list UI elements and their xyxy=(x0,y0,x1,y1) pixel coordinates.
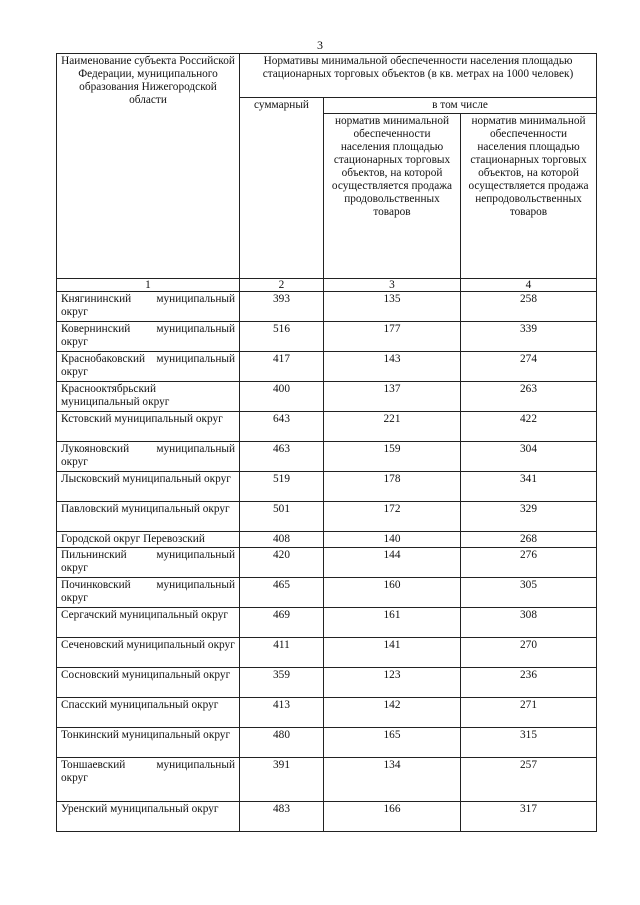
municipality-name: Сосновский муниципальный округ xyxy=(57,668,240,698)
header-food: норматив минимальной обеспеченности населения площадью стационарных торговых объектов, на которой осуществляется продажа продовольственных товаров xyxy=(324,114,461,279)
nonfood-value: 315 xyxy=(461,728,597,758)
nonfood-value: 341 xyxy=(461,472,597,502)
food-value: 178 xyxy=(324,472,461,502)
food-value: 144 xyxy=(324,548,461,578)
food-value: 177 xyxy=(324,322,461,352)
food-value: 123 xyxy=(324,668,461,698)
municipality-name: Краснооктябрьский муниципальный округ xyxy=(57,382,240,412)
column-number: 4 xyxy=(461,279,597,292)
municipality-name: Сеченовский муниципальный округ xyxy=(57,638,240,668)
column-number-row xyxy=(57,279,597,292)
nonfood-value: 257 xyxy=(461,758,597,802)
food-value: 160 xyxy=(324,578,461,608)
nonfood-value: 339 xyxy=(461,322,597,352)
food-value: 140 xyxy=(324,532,461,548)
total-value: 465 xyxy=(240,578,324,608)
table-row xyxy=(57,472,597,502)
table-row xyxy=(57,502,597,532)
column-number: 3 xyxy=(324,279,461,292)
municipality-name: Кстовский муниципальный округ xyxy=(57,412,240,442)
total-value: 359 xyxy=(240,668,324,698)
municipality-name: Спасский муниципальный округ xyxy=(57,698,240,728)
nonfood-value: 271 xyxy=(461,698,597,728)
nonfood-value: 258 xyxy=(461,292,597,322)
food-value: 159 xyxy=(324,442,461,472)
table-row xyxy=(57,698,597,728)
total-value: 393 xyxy=(240,292,324,322)
total-value: 417 xyxy=(240,352,324,382)
total-value: 519 xyxy=(240,472,324,502)
total-value: 408 xyxy=(240,532,324,548)
nonfood-value: 304 xyxy=(461,442,597,472)
food-value: 166 xyxy=(324,802,461,832)
municipality-name: Княгининский муниципальный округ xyxy=(57,292,240,322)
total-value: 643 xyxy=(240,412,324,442)
column-number: 1 xyxy=(57,279,240,292)
table-row xyxy=(57,802,597,832)
food-value: 221 xyxy=(324,412,461,442)
header-nonfood: норматив минимальной обеспеченности населения площадью стационарных торговых объектов, на которой осуществляется продажа непродовольственных товаров xyxy=(461,114,597,279)
municipality-name: Лукояновский муниципальный округ xyxy=(57,442,240,472)
table-row xyxy=(57,638,597,668)
municipality-name: Ковернинский муниципальный округ xyxy=(57,322,240,352)
nonfood-value: 308 xyxy=(461,608,597,638)
total-value: 420 xyxy=(240,548,324,578)
table-row xyxy=(57,728,597,758)
total-value: 480 xyxy=(240,728,324,758)
header-total: суммарный xyxy=(240,98,324,279)
food-value: 134 xyxy=(324,758,461,802)
food-value: 141 xyxy=(324,638,461,668)
nonfood-value: 305 xyxy=(461,578,597,608)
total-value: 469 xyxy=(240,608,324,638)
total-value: 483 xyxy=(240,802,324,832)
nonfood-value: 263 xyxy=(461,382,597,412)
food-value: 142 xyxy=(324,698,461,728)
food-value: 172 xyxy=(324,502,461,532)
table-row xyxy=(57,548,597,578)
table-row xyxy=(57,578,597,608)
nonfood-value: 317 xyxy=(461,802,597,832)
municipality-name: Пильнинский муниципальный округ xyxy=(57,548,240,578)
food-value: 137 xyxy=(324,382,461,412)
table-row xyxy=(57,442,597,472)
food-value: 165 xyxy=(324,728,461,758)
total-value: 413 xyxy=(240,698,324,728)
table-row xyxy=(57,532,597,548)
total-value: 411 xyxy=(240,638,324,668)
total-value: 463 xyxy=(240,442,324,472)
municipality-name: Тонкинский муниципальный округ xyxy=(57,728,240,758)
nonfood-value: 268 xyxy=(461,532,597,548)
municipality-name: Лысковский муниципальный округ xyxy=(57,472,240,502)
municipality-name: Городской округ Перевозский xyxy=(57,532,240,548)
municipality-name: Краснобаковский муниципальный округ xyxy=(57,352,240,382)
municipality-name: Уренский муниципальный округ xyxy=(57,802,240,832)
nonfood-value: 274 xyxy=(461,352,597,382)
table-row xyxy=(57,352,597,382)
food-value: 135 xyxy=(324,292,461,322)
total-value: 501 xyxy=(240,502,324,532)
total-value: 391 xyxy=(240,758,324,802)
nonfood-value: 422 xyxy=(461,412,597,442)
nonfood-value: 276 xyxy=(461,548,597,578)
table-row xyxy=(57,292,597,322)
municipality-name: Павловский муниципальный округ xyxy=(57,502,240,532)
table-row xyxy=(57,758,597,802)
total-value: 516 xyxy=(240,322,324,352)
standards-table xyxy=(56,53,597,832)
header-municipality: Наименование субъекта Российской Федерации, муниципального образования Нижегородской области xyxy=(57,54,240,279)
food-value: 161 xyxy=(324,608,461,638)
nonfood-value: 236 xyxy=(461,668,597,698)
column-number: 2 xyxy=(240,279,324,292)
municipality-name: Сергачский муниципальный округ xyxy=(57,608,240,638)
total-value: 400 xyxy=(240,382,324,412)
table-row xyxy=(57,412,597,442)
nonfood-value: 329 xyxy=(461,502,597,532)
header-including: в том числе xyxy=(324,98,597,114)
food-value: 143 xyxy=(324,352,461,382)
municipality-name: Тоншаевский муниципальный округ xyxy=(57,758,240,802)
municipality-name: Починковский муниципальный округ xyxy=(57,578,240,608)
table-row xyxy=(57,668,597,698)
table-row xyxy=(57,382,597,412)
page-number: 3 xyxy=(317,38,323,52)
header-standards-group: Нормативы минимальной обеспеченности населения площадью стационарных торговых объектов (в кв. метрах на 1000 человек) xyxy=(240,54,597,98)
nonfood-value: 270 xyxy=(461,638,597,668)
table-row xyxy=(57,608,597,638)
table-row xyxy=(57,322,597,352)
